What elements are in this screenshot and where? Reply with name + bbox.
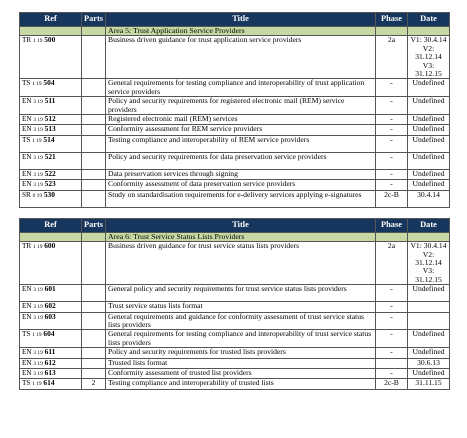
ref-series: 3 19 (33, 99, 43, 106)
column-header-phase: Phase (376, 218, 408, 232)
date-cell: 31.11.15 (408, 379, 450, 389)
ref-number: 603 (44, 312, 56, 321)
date-cell: 30.4.14 (408, 190, 450, 207)
phase-cell: - (376, 79, 408, 97)
phase-cell: 2c-B (376, 379, 408, 389)
ref-cell (20, 285, 82, 302)
ref-prefix: TS (22, 379, 31, 388)
table-row (20, 97, 450, 115)
ref-series: 3 19 (33, 182, 43, 189)
parts-cell (82, 115, 106, 125)
parts-cell (82, 125, 106, 135)
title-cell: Policy and security requirements for registered electronic mail (REM) service providers (106, 97, 376, 115)
table-row (20, 312, 450, 330)
ref-series: 3 19 (33, 350, 43, 357)
title-cell: Trusted lists format (106, 358, 376, 368)
date-cell: 30.6.13 (408, 358, 450, 368)
phase-cell: 2a (376, 242, 408, 285)
title-cell: Policy and security requirements for data preservation service providers (106, 152, 376, 169)
area-heading-row (20, 27, 450, 36)
standards-document (19, 12, 449, 390)
date-cell: Undefined (408, 97, 450, 115)
ref-prefix: TS (22, 135, 31, 144)
ref-series: 3 19 (33, 154, 43, 161)
ref-prefix: EN (22, 180, 32, 189)
ref-cell (20, 302, 82, 312)
empty-cell (376, 232, 408, 241)
date-cell: Undefined (408, 115, 450, 125)
ref-series: 3 19 (33, 360, 43, 367)
ref-number: 600 (44, 241, 56, 251)
ref-prefix: EN (22, 169, 32, 178)
table-row (20, 180, 450, 190)
date-cell: Undefined (408, 180, 450, 190)
column-header-parts: Parts (82, 13, 106, 27)
ref-prefix: EN (22, 302, 32, 311)
ref-prefix: EN (22, 348, 32, 357)
title-cell: Policy and security requirements for trusted lists providers (106, 348, 376, 358)
phase-cell: 2a (376, 36, 408, 79)
title-cell: General policy and security requirements for trust service status lists providers (106, 285, 376, 302)
phase-cell: - (376, 152, 408, 169)
phase-cell: - (376, 368, 408, 378)
ref-number: 522 (44, 169, 56, 178)
table-row (20, 348, 450, 358)
ref-prefix: EN (22, 97, 32, 106)
ref-series: 3 19 (33, 314, 43, 321)
table-header (20, 218, 450, 232)
parts-cell (82, 285, 106, 302)
parts-cell (82, 97, 106, 115)
parts-cell (82, 36, 106, 79)
ref-number: 604 (43, 329, 55, 339)
date-cell: Undefined (408, 79, 450, 97)
column-header-phase: Phase (376, 13, 408, 27)
phase-cell: - (376, 348, 408, 358)
date-cell: V1: 30.4.14 V2: 31.12.14 V3: 31.12.15 (408, 242, 450, 285)
ref-series: 3 19 (33, 171, 43, 178)
parts-cell (82, 242, 106, 285)
ref-series: 3 19 (33, 370, 43, 377)
ref-cell (20, 242, 82, 285)
ref-prefix: EN (22, 125, 32, 134)
date-cell: Undefined (408, 330, 450, 348)
ref-series: 1 19 (32, 38, 43, 45)
empty-cell (408, 27, 450, 36)
table-row (20, 152, 450, 169)
ref-number: 614 (43, 378, 55, 388)
ref-series: 3 19 (33, 127, 43, 134)
ref-cell (20, 348, 82, 358)
ref-cell (20, 125, 82, 135)
ref-prefix: EN (22, 358, 32, 367)
empty-cell (20, 232, 82, 241)
column-header-ref: Ref (20, 13, 82, 27)
parts-cell (82, 79, 106, 97)
ref-cell (20, 152, 82, 169)
column-header-date: Date (408, 13, 450, 27)
column-header-title: Title (106, 13, 376, 27)
table-row (20, 358, 450, 368)
parts-cell (82, 190, 106, 207)
parts-cell (82, 169, 106, 179)
table-row (20, 190, 450, 207)
area-title: Area 6: Trust Service Status Lists Providers (106, 232, 376, 241)
table-row (20, 169, 450, 179)
ref-number: 504 (43, 78, 55, 88)
ref-number: 500 (44, 35, 56, 45)
empty-cell (408, 232, 450, 241)
parts-cell (82, 180, 106, 190)
parts-cell: 2 (82, 379, 106, 389)
table-row (20, 125, 450, 135)
phase-cell: - (376, 169, 408, 179)
empty-cell (376, 27, 408, 36)
ref-number: 512 (44, 114, 56, 124)
date-cell: Undefined (408, 125, 450, 135)
title-cell: Conformity assessment for REM service providers (106, 125, 376, 135)
table-header (20, 13, 450, 27)
column-header-date: Date (408, 218, 450, 232)
phase-cell (376, 358, 408, 368)
ref-number: 612 (44, 358, 56, 367)
phase-cell: - (376, 135, 408, 152)
ref-cell (20, 169, 82, 179)
ref-cell (20, 115, 82, 125)
ref-number: 613 (44, 368, 56, 377)
ref-cell (20, 379, 82, 389)
table-row (20, 36, 450, 79)
title-cell: Conformity assessment of trusted list providers (106, 368, 376, 378)
table-row (20, 285, 450, 302)
ref-number: 530 (43, 190, 55, 199)
phase-cell: - (376, 285, 408, 302)
table-row (20, 302, 450, 312)
title-cell: Testing compliance and interoperability of trusted lists (106, 379, 376, 389)
phase-cell: - (376, 97, 408, 115)
ref-series: 3 19 (33, 117, 43, 124)
parts-cell (82, 348, 106, 358)
header-row (20, 13, 450, 27)
area-title: Area 5: Trust Application Service Providers (106, 27, 376, 36)
area-table (19, 12, 450, 208)
date-cell: Undefined (408, 135, 450, 152)
date-cell: Undefined (408, 368, 450, 378)
date-cell: Undefined (408, 169, 450, 179)
table-gap (19, 208, 449, 218)
ref-number: 511 (44, 96, 56, 106)
phase-cell: - (376, 125, 408, 135)
title-cell: Trust service status lists format (106, 302, 376, 312)
phase-cell: - (376, 312, 408, 330)
ref-prefix: EN (22, 368, 32, 377)
phase-cell: - (376, 115, 408, 125)
empty-cell (20, 27, 82, 36)
ref-prefix: TS (22, 330, 31, 339)
ref-prefix: TR (22, 36, 32, 45)
parts-cell (82, 330, 106, 348)
table-row (20, 379, 450, 389)
table-row (20, 242, 450, 285)
ref-number: 523 (44, 179, 56, 189)
date-cell (408, 312, 450, 330)
ref-cell (20, 97, 82, 115)
phase-cell: - (376, 180, 408, 190)
parts-cell (82, 368, 106, 378)
title-cell: Testing compliance and interoperability of REM service providers (106, 135, 376, 152)
parts-cell (82, 152, 106, 169)
table-row (20, 115, 450, 125)
date-cell: Undefined (408, 285, 450, 302)
title-cell: General requirements for testing compliance and interoperability of trust application service providers (106, 79, 376, 97)
ref-series: 3 19 (33, 304, 43, 311)
column-header-title: Title (106, 218, 376, 232)
ref-number: 513 (44, 124, 56, 134)
phase-cell: - (376, 330, 408, 348)
header-row (20, 218, 450, 232)
date-cell: V1: 30.4.14 V2: 31.12.14 V3: 31.12.15 (408, 36, 450, 79)
ref-number: 514 (43, 135, 55, 144)
title-cell: Conformity assessment of data preservation service providers (106, 180, 376, 190)
title-cell: Business driven guidance for trust service status lists providers (106, 242, 376, 285)
title-cell: General requirements for testing compliance and interoperability of trust service status lists providers (106, 330, 376, 348)
table-row (20, 368, 450, 378)
ref-series: 1 19 (32, 381, 42, 388)
ref-prefix: EN (22, 115, 32, 124)
ref-series: 1 19 (32, 332, 42, 339)
date-cell: Undefined (408, 152, 450, 169)
ref-series: 3 19 (33, 287, 43, 294)
column-header-ref: Ref (20, 218, 82, 232)
ref-number: 611 (44, 347, 56, 357)
ref-cell (20, 312, 82, 330)
ref-cell (20, 79, 82, 97)
ref-series: 0 19 (32, 192, 43, 199)
date-cell (408, 302, 450, 312)
ref-prefix: TR (22, 242, 32, 251)
parts-cell (82, 358, 106, 368)
column-header-parts: Parts (82, 218, 106, 232)
title-cell: Data preservation services through signing (106, 169, 376, 179)
empty-cell (82, 232, 106, 241)
ref-prefix: EN (22, 152, 32, 161)
ref-number: 521 (44, 152, 56, 161)
title-cell: Registered electronic mail (REM) services (106, 115, 376, 125)
ref-cell (20, 368, 82, 378)
ref-cell (20, 135, 82, 152)
ref-prefix: TS (22, 79, 31, 88)
title-cell: Business driven guidance for trust application service providers (106, 36, 376, 79)
ref-cell (20, 36, 82, 79)
date-cell: Undefined (408, 348, 450, 358)
ref-series: 1 19 (32, 244, 43, 251)
ref-cell (20, 330, 82, 348)
table-row (20, 135, 450, 152)
title-cell: Study on standardisation requirements for e-delivery services applying e-signatures (106, 190, 376, 207)
phase-cell: 2c-B (376, 190, 408, 207)
table-row (20, 79, 450, 97)
table-row (20, 330, 450, 348)
title-cell: General requirements and guidance for conformity assessment of trust service status lists providers (106, 312, 376, 330)
parts-cell (82, 302, 106, 312)
ref-prefix: SR (22, 190, 31, 199)
parts-cell (82, 135, 106, 152)
area-heading-row (20, 232, 450, 241)
ref-number: 602 (44, 301, 56, 311)
ref-series: 1 19 (32, 137, 42, 144)
ref-cell (20, 358, 82, 368)
ref-number: 601 (44, 284, 56, 294)
empty-cell (82, 27, 106, 36)
ref-series: 1 19 (32, 81, 42, 88)
parts-cell (82, 312, 106, 330)
ref-prefix: EN (22, 285, 32, 294)
ref-prefix: EN (22, 312, 32, 321)
ref-cell (20, 180, 82, 190)
phase-cell: - (376, 302, 408, 312)
area-table (19, 218, 450, 390)
ref-cell (20, 190, 82, 207)
